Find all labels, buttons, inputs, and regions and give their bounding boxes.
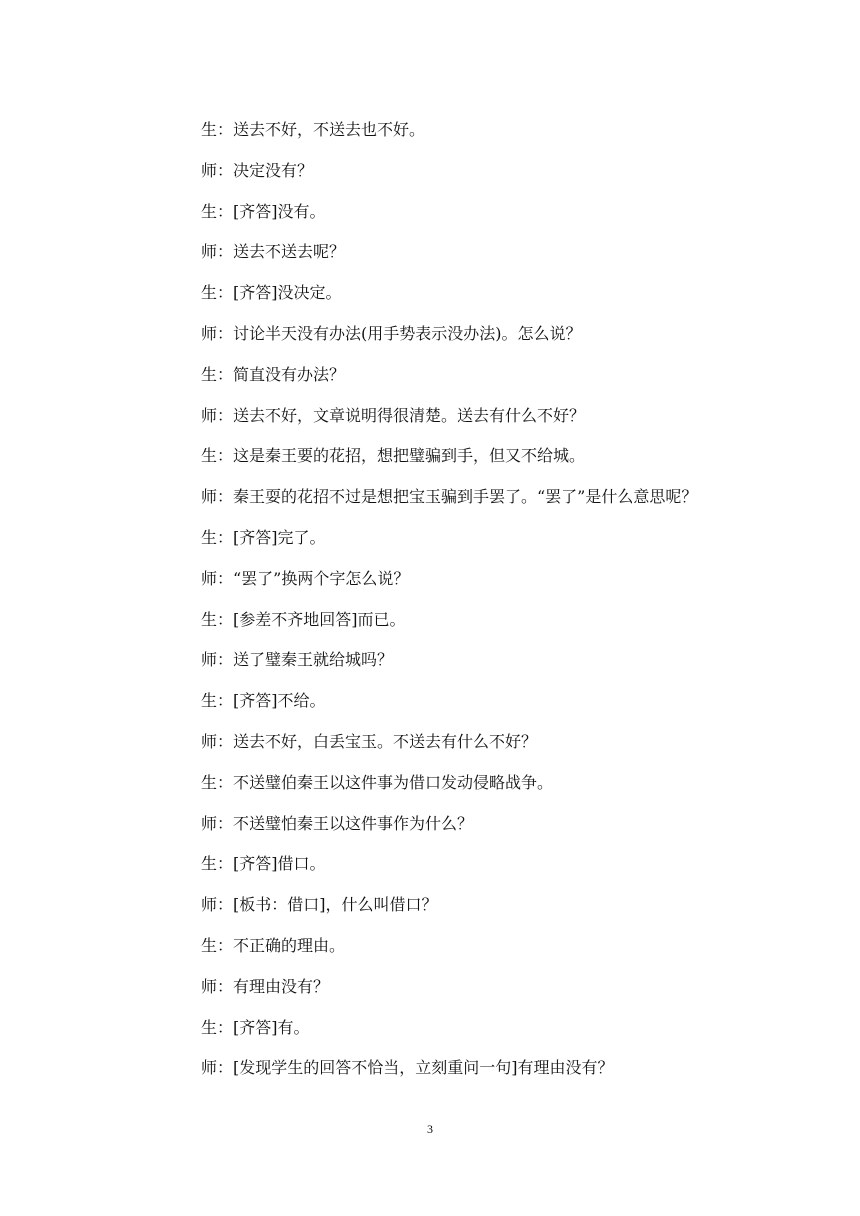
dialogue-line: 师：不送璧怕秦王以这件事作为什么？ [201, 813, 474, 833]
dialogue-line: 师：送去不送去呢？ [201, 242, 346, 262]
dialogue-line: 生：这是秦王要的花招，想把璧骗到手，但又不给城。 [201, 446, 586, 466]
dialogue-line: 师：决定没有？ [201, 160, 314, 180]
page-number: 3 [427, 1122, 433, 1136]
dialogue-line: 师：送了璧秦王就给城吗？ [201, 650, 394, 670]
dialogue-line: 生：[齐答]有。 [201, 1017, 310, 1037]
dialogue-line: 生：不送璧伯秦王以这件事为借口发动侵略战争。 [201, 772, 554, 792]
dialogue-line: 师：秦王耍的花招不过是想把宝玉骗到手罢了。“罢了”是什么意思呢？ [201, 487, 698, 507]
dialogue-line: 生：不正确的理由。 [201, 935, 346, 955]
dialogue-transcript [201, 114, 761, 1093]
dialogue-line: 生：简直没有办法？ [201, 364, 346, 384]
dialogue-line: 生：[齐答]完了。 [201, 527, 326, 547]
dialogue-line: 师：送去不好，文章说明得很清楚。送去有什么不好？ [201, 405, 586, 425]
dialogue-line: 生：送去不好，不送去也不好。 [201, 120, 426, 139]
dialogue-line: 生：[齐答]借口。 [201, 854, 326, 874]
dialogue-line: 师：送去不好，白丢宝玉。不送去有什么不好？ [201, 731, 538, 751]
dialogue-line: 师：[板书：借口]，什么叫借口？ [201, 895, 438, 915]
dialogue-line: 生：[参差不齐地回答]而已。 [201, 609, 406, 629]
dialogue-line: 生：[齐答]没决定。 [201, 283, 342, 303]
dialogue-line: 师：讨论半天没有办法(用手势表示没办法)。怎么说？ [201, 323, 582, 343]
dialogue-line: 生：[齐答]不给。 [201, 691, 326, 711]
dialogue-line: 师：“罢了”换两个字怎么说？ [201, 568, 410, 588]
dialogue-line: 师：有理由没有？ [201, 976, 330, 996]
dialogue-line: 生：[齐答]没有。 [201, 201, 326, 221]
dialogue-line: 师：[发现学生的回答不恰当，立刻重问一句]有理由没有？ [201, 1058, 614, 1078]
